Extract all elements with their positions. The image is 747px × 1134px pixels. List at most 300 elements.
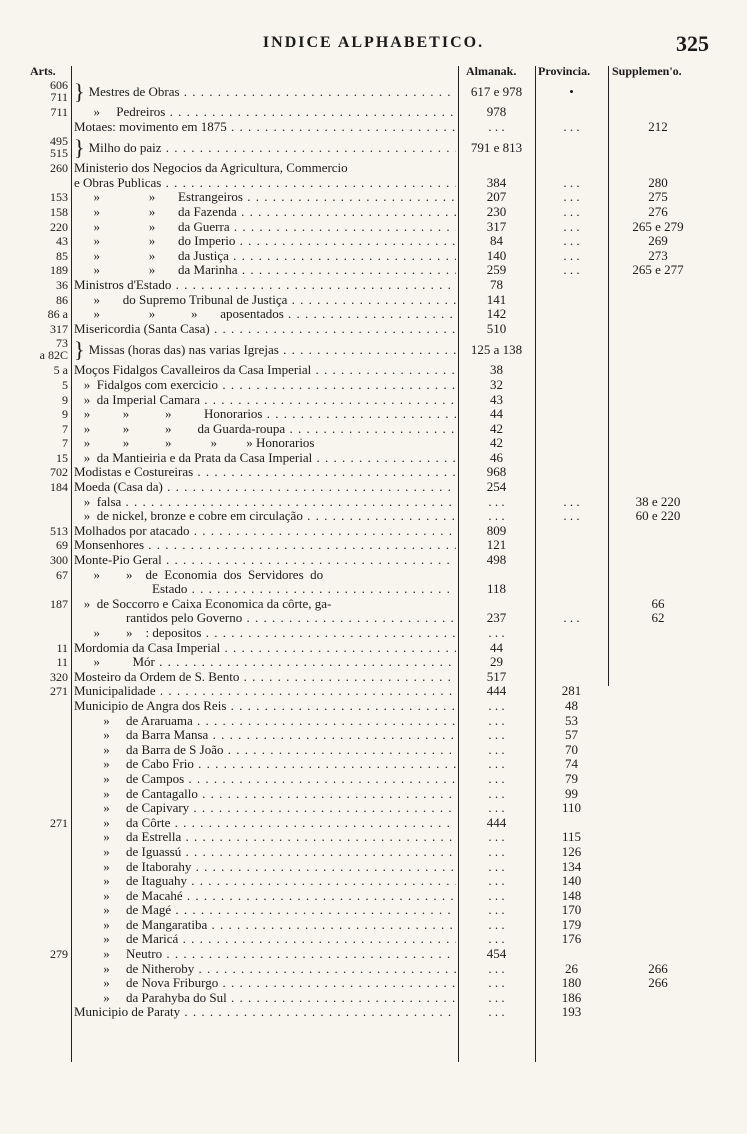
article-number: 260 xyxy=(50,161,68,176)
index-row xyxy=(0,743,747,758)
index-row xyxy=(0,845,747,860)
index-row xyxy=(0,991,747,1006)
provincia-page: 176 xyxy=(561,931,582,947)
entry-text: Molhados por atacado xyxy=(74,523,190,538)
almanak-page: 444 xyxy=(486,814,507,830)
article-number: 85 xyxy=(56,248,68,263)
entry-text: » da Mantieiria e da Prata da Casa Imperial xyxy=(74,450,313,465)
almanak-page: . . . xyxy=(488,902,505,918)
entry-label xyxy=(74,947,456,962)
almanak-page: 84 xyxy=(490,233,503,249)
provincia-page: . . . xyxy=(563,203,580,219)
entry-text: » » » da Guarda-roupa xyxy=(74,421,286,436)
provincia-page: 74 xyxy=(565,756,578,772)
entry-label xyxy=(74,134,456,161)
entry-text: » de Nitheroby xyxy=(74,961,195,976)
almanak-page: . . . xyxy=(488,960,505,976)
provincia-page: 48 xyxy=(565,697,578,713)
supplemento-page: 266 xyxy=(648,975,668,991)
index-row xyxy=(0,205,747,220)
supplemento-page: 266 xyxy=(648,960,668,976)
almanak-page: . . . xyxy=(488,508,505,524)
entry-label xyxy=(74,190,456,205)
entry-text: Milho do paiz xyxy=(88,140,162,156)
entry-text: Moeda (Casa da) xyxy=(74,480,163,495)
almanak-page: 46 xyxy=(490,449,503,465)
entry-label xyxy=(74,976,456,991)
entry-label xyxy=(74,322,456,337)
entry-label xyxy=(74,932,456,947)
brace-mark: } xyxy=(74,135,85,161)
provincia-page: 140 xyxy=(561,873,582,889)
entry-label xyxy=(74,120,456,135)
index-row xyxy=(0,947,747,962)
entry-label xyxy=(74,757,456,772)
entry-text: » de nickel, bronze e cobre em circulação xyxy=(74,509,303,524)
index-row xyxy=(0,176,747,191)
entry-label xyxy=(74,378,456,393)
almanak-page: 141 xyxy=(486,291,507,307)
entry-text: Monsenhores xyxy=(74,538,145,553)
almanak-page: . . . xyxy=(488,493,505,509)
entry-label xyxy=(74,889,456,904)
article-number: 73 a 82C xyxy=(39,336,68,362)
entry-label xyxy=(74,249,456,264)
almanak-page: 78 xyxy=(490,276,503,292)
index-row xyxy=(0,772,747,787)
brace-mark: } xyxy=(74,337,85,363)
entry-label xyxy=(74,787,456,802)
entry-text: » de Nova Friburgo xyxy=(74,976,219,991)
provincia-page: 110 xyxy=(561,800,582,816)
entry-label xyxy=(74,495,456,510)
almanak-page: 38 xyxy=(490,362,503,378)
provincia-page: 179 xyxy=(561,916,582,932)
index-row xyxy=(0,757,747,772)
almanak-page: . . . xyxy=(488,975,505,991)
brace-mark: } xyxy=(74,79,85,104)
article-number: 36 xyxy=(56,277,68,292)
entry-text: » de Magé xyxy=(74,903,172,918)
entry-text: » falsa xyxy=(74,494,122,509)
entry-label xyxy=(74,860,456,875)
index-row xyxy=(0,801,747,816)
entry-label xyxy=(74,714,456,729)
almanak-page: 140 xyxy=(486,247,507,263)
almanak-page: . . . xyxy=(488,1004,505,1020)
almanak-page: 617 e 978 xyxy=(470,84,523,99)
almanak-page: 44 xyxy=(490,406,503,422)
entry-label xyxy=(74,293,456,308)
index-row xyxy=(0,860,747,875)
entry-text: » de Campos xyxy=(74,771,185,786)
index-row xyxy=(0,161,747,176)
provincia-page: 57 xyxy=(565,727,578,743)
supplemento-page: 265 e 279 xyxy=(632,218,684,234)
page-title: INDICE ALPHABETICO. xyxy=(262,34,485,51)
column-header-arts: Arts. xyxy=(30,64,56,78)
article-number: 86 a xyxy=(47,307,68,322)
entry-text: » » da Marinha xyxy=(74,263,238,278)
index-row xyxy=(0,641,747,656)
entry-text: e Obras Publicas xyxy=(74,175,162,190)
entry-text: » de Araruama xyxy=(74,713,193,728)
entry-text: Mestres de Obras xyxy=(88,84,180,99)
index-row xyxy=(0,134,747,161)
article-number: 7 xyxy=(62,436,68,451)
entry-label xyxy=(74,538,456,553)
index-row xyxy=(0,568,747,583)
index-row xyxy=(0,78,747,105)
entry-text: » Pedreiros xyxy=(74,105,166,119)
article-number: 271 xyxy=(50,684,68,699)
article-number: 513 xyxy=(50,523,68,538)
provincia-page: 53 xyxy=(565,712,578,728)
entry-text: » de Mangaratiba xyxy=(74,917,208,932)
entry-text: » » » Honorarios xyxy=(74,407,263,422)
almanak-page: 809 xyxy=(486,522,507,538)
almanak-page: 43 xyxy=(490,391,503,407)
entry-label xyxy=(74,684,456,699)
entry-label xyxy=(74,422,456,437)
index-row xyxy=(0,932,747,947)
entry-label xyxy=(74,1005,456,1020)
index-row xyxy=(0,524,747,539)
entry-text: » » da Justiça xyxy=(74,248,229,263)
provincia-page: 99 xyxy=(565,785,578,801)
almanak-page: 254 xyxy=(486,479,507,495)
entry-label xyxy=(74,278,456,293)
article-number: 43 xyxy=(56,234,68,249)
entry-text: Modistas e Costureiras xyxy=(74,465,194,480)
almanak-page: 237 xyxy=(486,610,507,626)
entry-label xyxy=(74,699,456,714)
provincia-page: 115 xyxy=(561,829,582,845)
entry-label xyxy=(74,845,456,860)
entry-label xyxy=(74,451,456,466)
index-row xyxy=(0,874,747,889)
almanak-page: 517 xyxy=(486,668,507,684)
article-number: 15 xyxy=(56,450,68,465)
almanak-page: . . . xyxy=(488,712,505,728)
provincia-page: . . . xyxy=(563,610,580,626)
entry-text: » Mór xyxy=(74,655,155,670)
index-row xyxy=(0,1005,747,1020)
almanak-page: 384 xyxy=(486,174,507,190)
entry-label xyxy=(74,307,456,322)
entry-label xyxy=(74,641,456,656)
almanak-page: 791 e 813 xyxy=(470,140,523,156)
article-number: 11 xyxy=(56,655,68,670)
index-row xyxy=(0,830,747,845)
index-row xyxy=(0,336,747,363)
entry-label xyxy=(74,728,456,743)
article-number: 300 xyxy=(50,553,68,568)
almanak-page: 454 xyxy=(486,946,507,962)
almanak-page: 444 xyxy=(486,683,507,699)
index-row xyxy=(0,249,747,264)
entry-text: » de Capivary xyxy=(74,801,190,816)
article-number: 7 xyxy=(62,421,68,436)
index-row xyxy=(0,451,747,466)
article-number: 320 xyxy=(50,669,68,684)
entry-label xyxy=(74,670,456,685)
entry-text: » » de Economia dos Servidores do xyxy=(74,567,324,582)
almanak-page: 498 xyxy=(486,552,507,568)
article-number: 9 xyxy=(62,392,68,407)
entry-label xyxy=(74,480,456,495)
provincia-page: 170 xyxy=(561,902,582,918)
index-table xyxy=(0,78,747,1020)
entry-label xyxy=(74,465,456,480)
entry-label xyxy=(74,336,456,363)
entry-label xyxy=(74,436,456,451)
almanak-page: 125 a 138 xyxy=(470,342,523,358)
almanak-page: . . . xyxy=(488,829,505,845)
almanak-page: . . . xyxy=(488,887,505,903)
entry-text: » de Itaborahy xyxy=(74,859,192,874)
provincia-page: . . . xyxy=(563,218,580,234)
almanak-page: . . . xyxy=(488,770,505,786)
page-number: 325 xyxy=(676,31,709,56)
article-number: 220 xyxy=(50,219,68,234)
provincia-page: . . . xyxy=(563,118,580,134)
entry-text: » de Iguassú xyxy=(74,844,182,859)
almanak-page: 230 xyxy=(486,203,507,219)
entry-label xyxy=(74,816,456,831)
entry-label xyxy=(74,568,456,583)
provincia-page: . . . xyxy=(563,493,580,509)
article-number: 11 xyxy=(56,640,68,655)
almanak-page: 510 xyxy=(486,320,507,336)
entry-label xyxy=(74,524,456,539)
provincia-page: 79 xyxy=(565,770,578,786)
entry-text: » » do Imperio xyxy=(74,234,236,249)
almanak-page: . . . xyxy=(488,873,505,889)
provincia-page: 180 xyxy=(561,975,582,991)
entry-text: » da Côrte xyxy=(74,815,171,830)
entry-text: Mordomia da Casa Imperial xyxy=(74,640,221,655)
entry-label xyxy=(74,553,456,568)
entry-label xyxy=(74,234,456,249)
provincia-page: 148 xyxy=(561,887,582,903)
article-number: 184 xyxy=(50,480,68,495)
entry-text: Ministerio dos Negocios da Agricultura, Commercio xyxy=(74,161,348,176)
article-number: 67 xyxy=(56,567,68,582)
entry-text: Mosteiro da Ordem de S. Bento xyxy=(74,669,240,684)
supplemento-page: 66 xyxy=(651,595,665,611)
almanak-page: 121 xyxy=(486,537,507,553)
almanak-page: . . . xyxy=(488,843,505,859)
almanak-page: 42 xyxy=(490,435,503,451)
provincia-page: • xyxy=(569,84,574,99)
article-number: 606 711 xyxy=(50,78,68,104)
provincia-page: . . . xyxy=(563,508,580,524)
almanak-page: 968 xyxy=(486,464,507,480)
entry-text: » » » aposentados xyxy=(74,307,284,322)
entry-label xyxy=(74,611,456,626)
almanak-page: 32 xyxy=(490,376,503,392)
entry-label xyxy=(74,363,456,378)
index-row xyxy=(0,670,747,685)
entry-text: » de Macahé xyxy=(74,888,183,903)
entry-text: » » : depositos xyxy=(74,626,202,640)
index-row xyxy=(0,393,747,408)
entry-label xyxy=(74,830,456,845)
entry-label xyxy=(74,874,456,889)
article-number: 153 xyxy=(50,190,68,205)
entry-label xyxy=(74,407,456,422)
provincia-page: 134 xyxy=(561,858,582,874)
index-row xyxy=(0,105,747,120)
provincia-page: . . . xyxy=(563,174,580,190)
entry-text: Missas (horas das) nas varias Igrejas xyxy=(88,342,279,358)
entry-label xyxy=(74,801,456,816)
supplemento-page: 280 xyxy=(648,174,668,190)
supplemento-page: 62 xyxy=(651,610,665,626)
almanak-page: 29 xyxy=(490,654,503,670)
almanak-page: . . . xyxy=(488,858,505,874)
entry-label xyxy=(74,743,456,758)
entry-text: Ministros d'Estado xyxy=(74,277,172,292)
entry-label xyxy=(74,205,456,220)
article-number: 189 xyxy=(50,263,68,278)
index-row xyxy=(0,728,747,743)
entry-text: » da Barra Mansa xyxy=(74,728,209,743)
supplemento-page: 212 xyxy=(648,118,668,134)
index-row xyxy=(0,889,747,904)
index-row xyxy=(0,220,747,235)
entry-text: Monte-Pio Geral xyxy=(74,553,162,568)
article-number: 711 xyxy=(50,105,68,119)
article-number: 317 xyxy=(50,321,68,336)
provincia-page: 70 xyxy=(565,741,578,757)
entry-text: » » » » » Honorarios xyxy=(74,436,315,451)
index-row xyxy=(0,611,747,626)
supplemento-page: 38 e 220 xyxy=(635,493,681,509)
supplemento-page: 265 e 277 xyxy=(632,262,684,278)
entry-text: » » da Fazenda xyxy=(74,204,237,219)
index-row xyxy=(0,918,747,933)
entry-label xyxy=(74,655,456,670)
entry-text: » da Parahyba do Sul xyxy=(74,990,227,1005)
entry-text: » de Itaguahy xyxy=(74,874,188,889)
almanak-page: . . . xyxy=(488,697,505,713)
index-row xyxy=(0,787,747,802)
entry-label xyxy=(74,626,456,641)
article-number: 495 515 xyxy=(50,134,68,160)
index-row xyxy=(0,190,747,205)
entry-label xyxy=(74,161,456,176)
entry-label xyxy=(74,962,456,977)
almanak-page: 259 xyxy=(486,262,507,278)
entry-text: Misericordia (Santa Casa) xyxy=(74,321,210,336)
index-row xyxy=(0,626,747,641)
entry-text: » de Cabo Frio xyxy=(74,757,194,772)
supplemento-page: 275 xyxy=(648,189,668,205)
article-number: 187 xyxy=(50,596,68,611)
index-row xyxy=(0,495,747,510)
entry-text: Municipalidade xyxy=(74,684,156,699)
entry-text: » de Cantagallo xyxy=(74,786,198,801)
entry-label xyxy=(74,903,456,918)
entry-label xyxy=(74,991,456,1006)
entry-label xyxy=(74,393,456,408)
index-row xyxy=(0,278,747,293)
entry-text: rantidos pelo Governo xyxy=(74,611,243,626)
index-row xyxy=(0,363,747,378)
entry-label xyxy=(74,263,456,278)
article-number: 5 xyxy=(62,377,68,392)
index-row xyxy=(0,322,747,337)
entry-label xyxy=(74,918,456,933)
supplemento-page: 269 xyxy=(648,233,668,249)
entry-text: » da Barra de S João xyxy=(74,742,224,757)
index-row xyxy=(0,307,747,322)
index-row xyxy=(0,422,747,437)
entry-label xyxy=(74,509,456,524)
index-row xyxy=(0,234,747,249)
index-row xyxy=(0,293,747,308)
index-row xyxy=(0,816,747,831)
entry-label xyxy=(74,597,456,612)
index-row xyxy=(0,976,747,991)
index-row xyxy=(0,263,747,278)
entry-text: » do Supremo Tribunal de Justiça xyxy=(74,292,288,307)
column-header-supplemento: Supplemen'o. xyxy=(612,64,682,78)
almanak-page: . . . xyxy=(488,625,505,640)
almanak-page: 317 xyxy=(486,218,507,234)
supplemento-page: 60 e 220 xyxy=(635,508,681,524)
column-header-almanak: Almanak. xyxy=(466,64,517,78)
index-row xyxy=(0,582,747,597)
article-number: 702 xyxy=(50,465,68,480)
almanak-page: . . . xyxy=(488,800,505,816)
almanak-page: . . . xyxy=(488,756,505,772)
index-row xyxy=(0,714,747,729)
almanak-page: . . . xyxy=(488,916,505,932)
entry-label xyxy=(74,772,456,787)
index-row xyxy=(0,903,747,918)
article-number: 86 xyxy=(56,292,68,307)
provincia-page: . . . xyxy=(563,233,580,249)
index-row xyxy=(0,655,747,670)
index-row xyxy=(0,480,747,495)
supplemento-page: 276 xyxy=(648,203,668,219)
index-row xyxy=(0,378,747,393)
almanak-page: 42 xyxy=(490,420,503,436)
entry-text: » de Maricá xyxy=(74,932,179,947)
index-row xyxy=(0,120,747,135)
provincia-page: 186 xyxy=(561,989,582,1005)
article-number: 5 a xyxy=(53,363,68,378)
entry-label xyxy=(74,582,456,597)
provincia-page: . . . xyxy=(563,247,580,263)
entry-label xyxy=(74,176,456,191)
entry-text: » Fidalgos com exercicio xyxy=(74,377,219,392)
provincia-page: 193 xyxy=(561,1004,582,1020)
column-header-provincia: Provincia. xyxy=(538,64,591,78)
article-number: 271 xyxy=(50,815,68,830)
entry-text: » da Imperial Camara xyxy=(74,392,200,407)
almanak-page: 44 xyxy=(490,639,503,655)
index-row xyxy=(0,407,747,422)
almanak-page: . . . xyxy=(488,931,505,947)
article-number: 9 xyxy=(62,407,68,422)
entry-text: » » da Guerra xyxy=(74,219,230,234)
entry-text: Moços Fidalgos Cavalleiros da Casa Imperial xyxy=(74,363,312,378)
supplemento-page: 273 xyxy=(648,247,668,263)
